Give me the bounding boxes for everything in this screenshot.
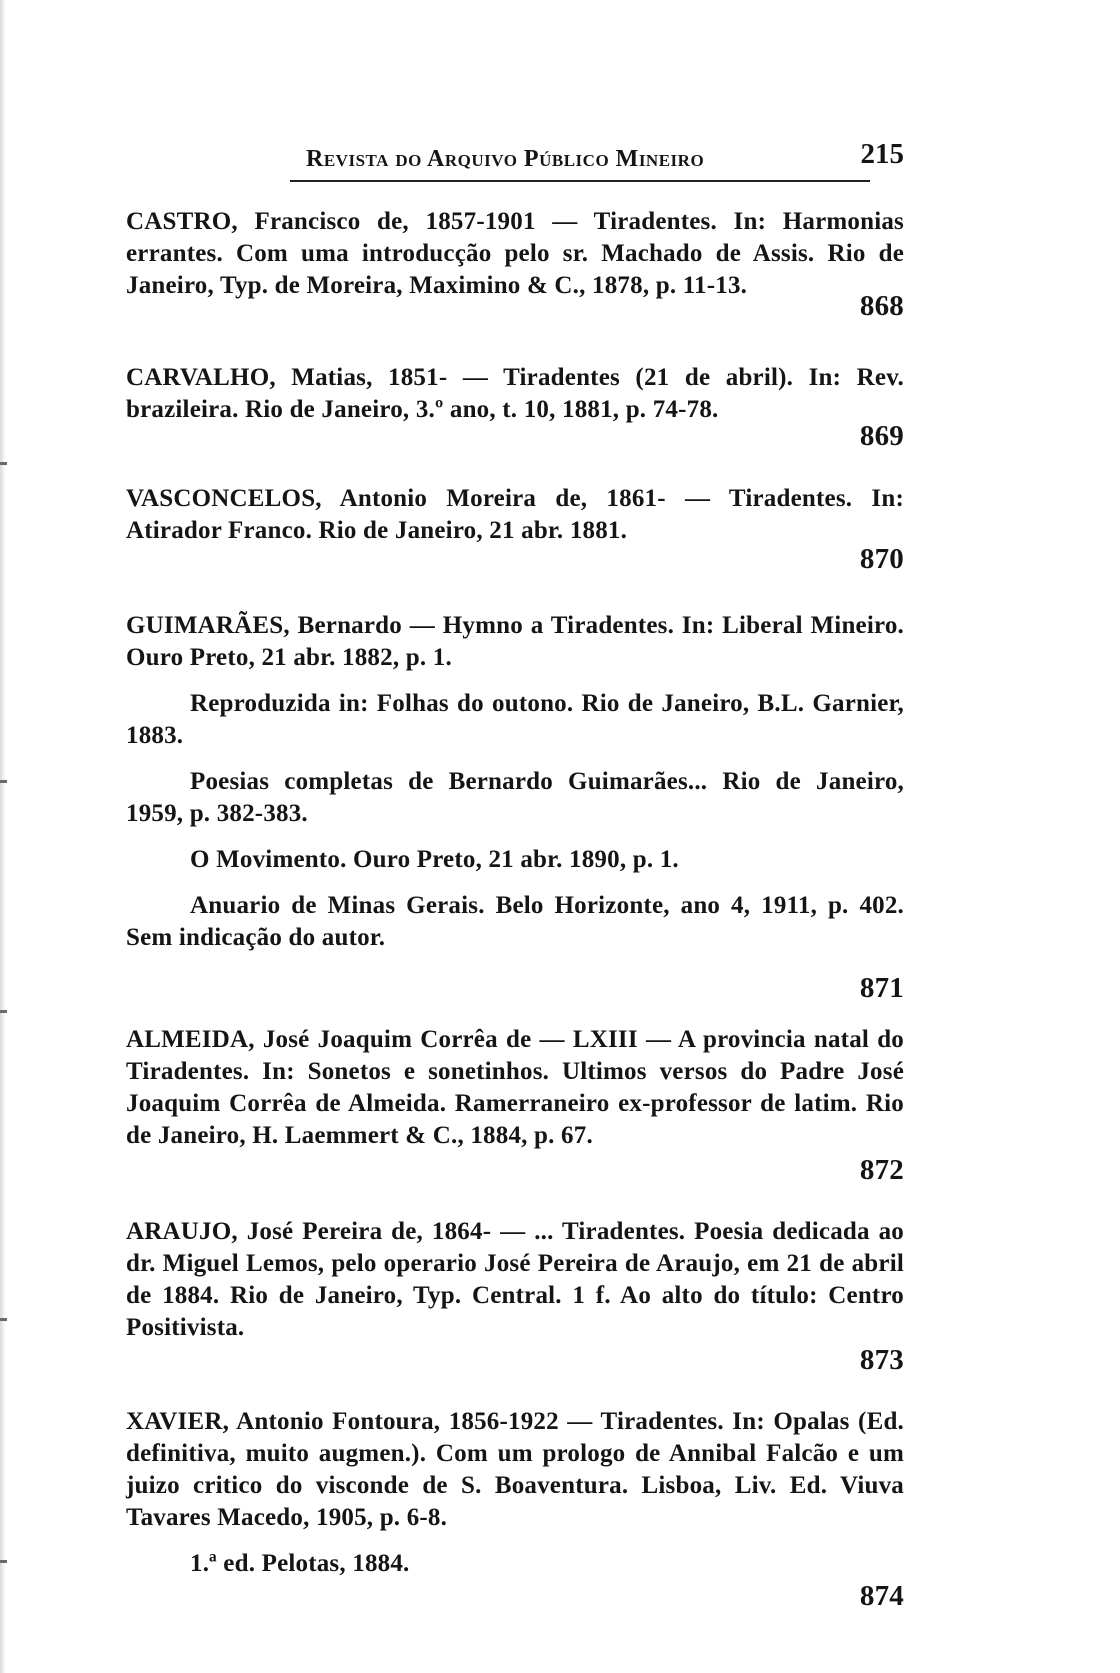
entry-number: 870 [859, 543, 904, 575]
entry-text: GUIMARÃES, Bernardo — Hymno a Tiradentes. In: Liberal Mineiro. Ouro Preto, 21 abr. 1882, p. 1. [126, 612, 904, 671]
entry-text: VASCONCELOS, Antonio Moreira de, 1861- — Tiradentes. In: Atirador Franco. Rio de Janeiro, 21 abr. 1881. [126, 485, 904, 544]
entry-note: O Movimento. Ouro Preto, 21 abr. 1890, p. 1. [190, 846, 679, 873]
entry-text: CARVALHO, Matias, 1851- — Tiradentes (21 de abril). In: Rev. brazileira. Rio de Janeiro, 3.º ano, t. 10, 1881, p. 74-78. [126, 364, 904, 423]
entry-text: ARAUJO, José Pereira de, 1864- — ... Tiradentes. Poesia dedicada ao dr. Miguel Lemos, pelo operario José Pereira de Araujo, em 21 de abril de 1884. Rio de Janeiro, Typ. Central. 1 f. Ao alto do título: Centro Positivista. [126, 1218, 904, 1341]
page-number: 215 [860, 138, 904, 170]
entry-text: ALMEIDA, José Joaquim Corrêa de — LXIII — A provincia natal do Tiradentes. In: Sonetos e sonetinhos. Ultimos versos do Padre José Joaquim Corrêa de Almeida. Ramerraneiro ex-professor de latim. Rio de Janeiro, H. Laemmert & C., 1884, p. 67. [126, 1026, 904, 1149]
bibliography-entry [126, 610, 904, 1004]
page-header [270, 136, 904, 184]
bibliography-entry [126, 1024, 904, 1184]
entry-number: 874 [859, 1580, 904, 1612]
entry-note: Poesias completas de Bernardo Guimarães... Rio de Janeiro, 1959, p. 382-383. [126, 768, 904, 827]
edge-mark [0, 780, 7, 783]
entry-number: 873 [859, 1344, 904, 1376]
entry-note: Reproduzida in: Folhas do outono. Rio de Janeiro, B.L. Garnier, 1883. [126, 690, 904, 749]
entry-note: 1.ª ed. Pelotas, 1884. [190, 1550, 410, 1577]
edge-mark [0, 1318, 7, 1321]
entry-number: 869 [859, 420, 904, 452]
bibliography-entry [126, 1216, 904, 1374]
bibliography-entry [126, 206, 904, 328]
entry-text: XAVIER, Antonio Fontoura, 1856-1922 — Tiradentes. In: Opalas (Ed. definitiva, muito augmen.). Com um prologo de Annibal Falcão e um juizo critico do visconde de S. Boaventura. Lisboa, Liv. Ed. Viuva Tavares Macedo, 1905, p. 6-8. [126, 1408, 904, 1531]
page-edge-shadow [0, 0, 6, 1673]
entry-number: 872 [859, 1154, 904, 1186]
bibliography-entry [126, 483, 904, 577]
entry-number: 868 [859, 290, 904, 322]
bibliography-entry [126, 362, 904, 452]
edge-mark [0, 1560, 7, 1563]
edge-mark [0, 1010, 7, 1013]
entry-text: CASTRO, Francisco de, 1857-1901 — Tiradentes. In: Harmonias errantes. Com uma introducção pelo sr. Machado de Assis. Rio de Janeiro, Typ. de Moreira, Maximino & C., 1878, p. 11-13. [126, 208, 904, 299]
entry-note: Anuario de Minas Gerais. Belo Horizonte, ano 4, 1911, p. 402. Sem indicação do autor. [126, 892, 904, 951]
edge-mark [0, 462, 7, 465]
bibliography-entry [126, 1406, 904, 1612]
entry-number: 871 [859, 972, 904, 1004]
header-rule [290, 180, 870, 182]
running-title: Revista do Arquivo Público Mineiro [306, 146, 705, 172]
